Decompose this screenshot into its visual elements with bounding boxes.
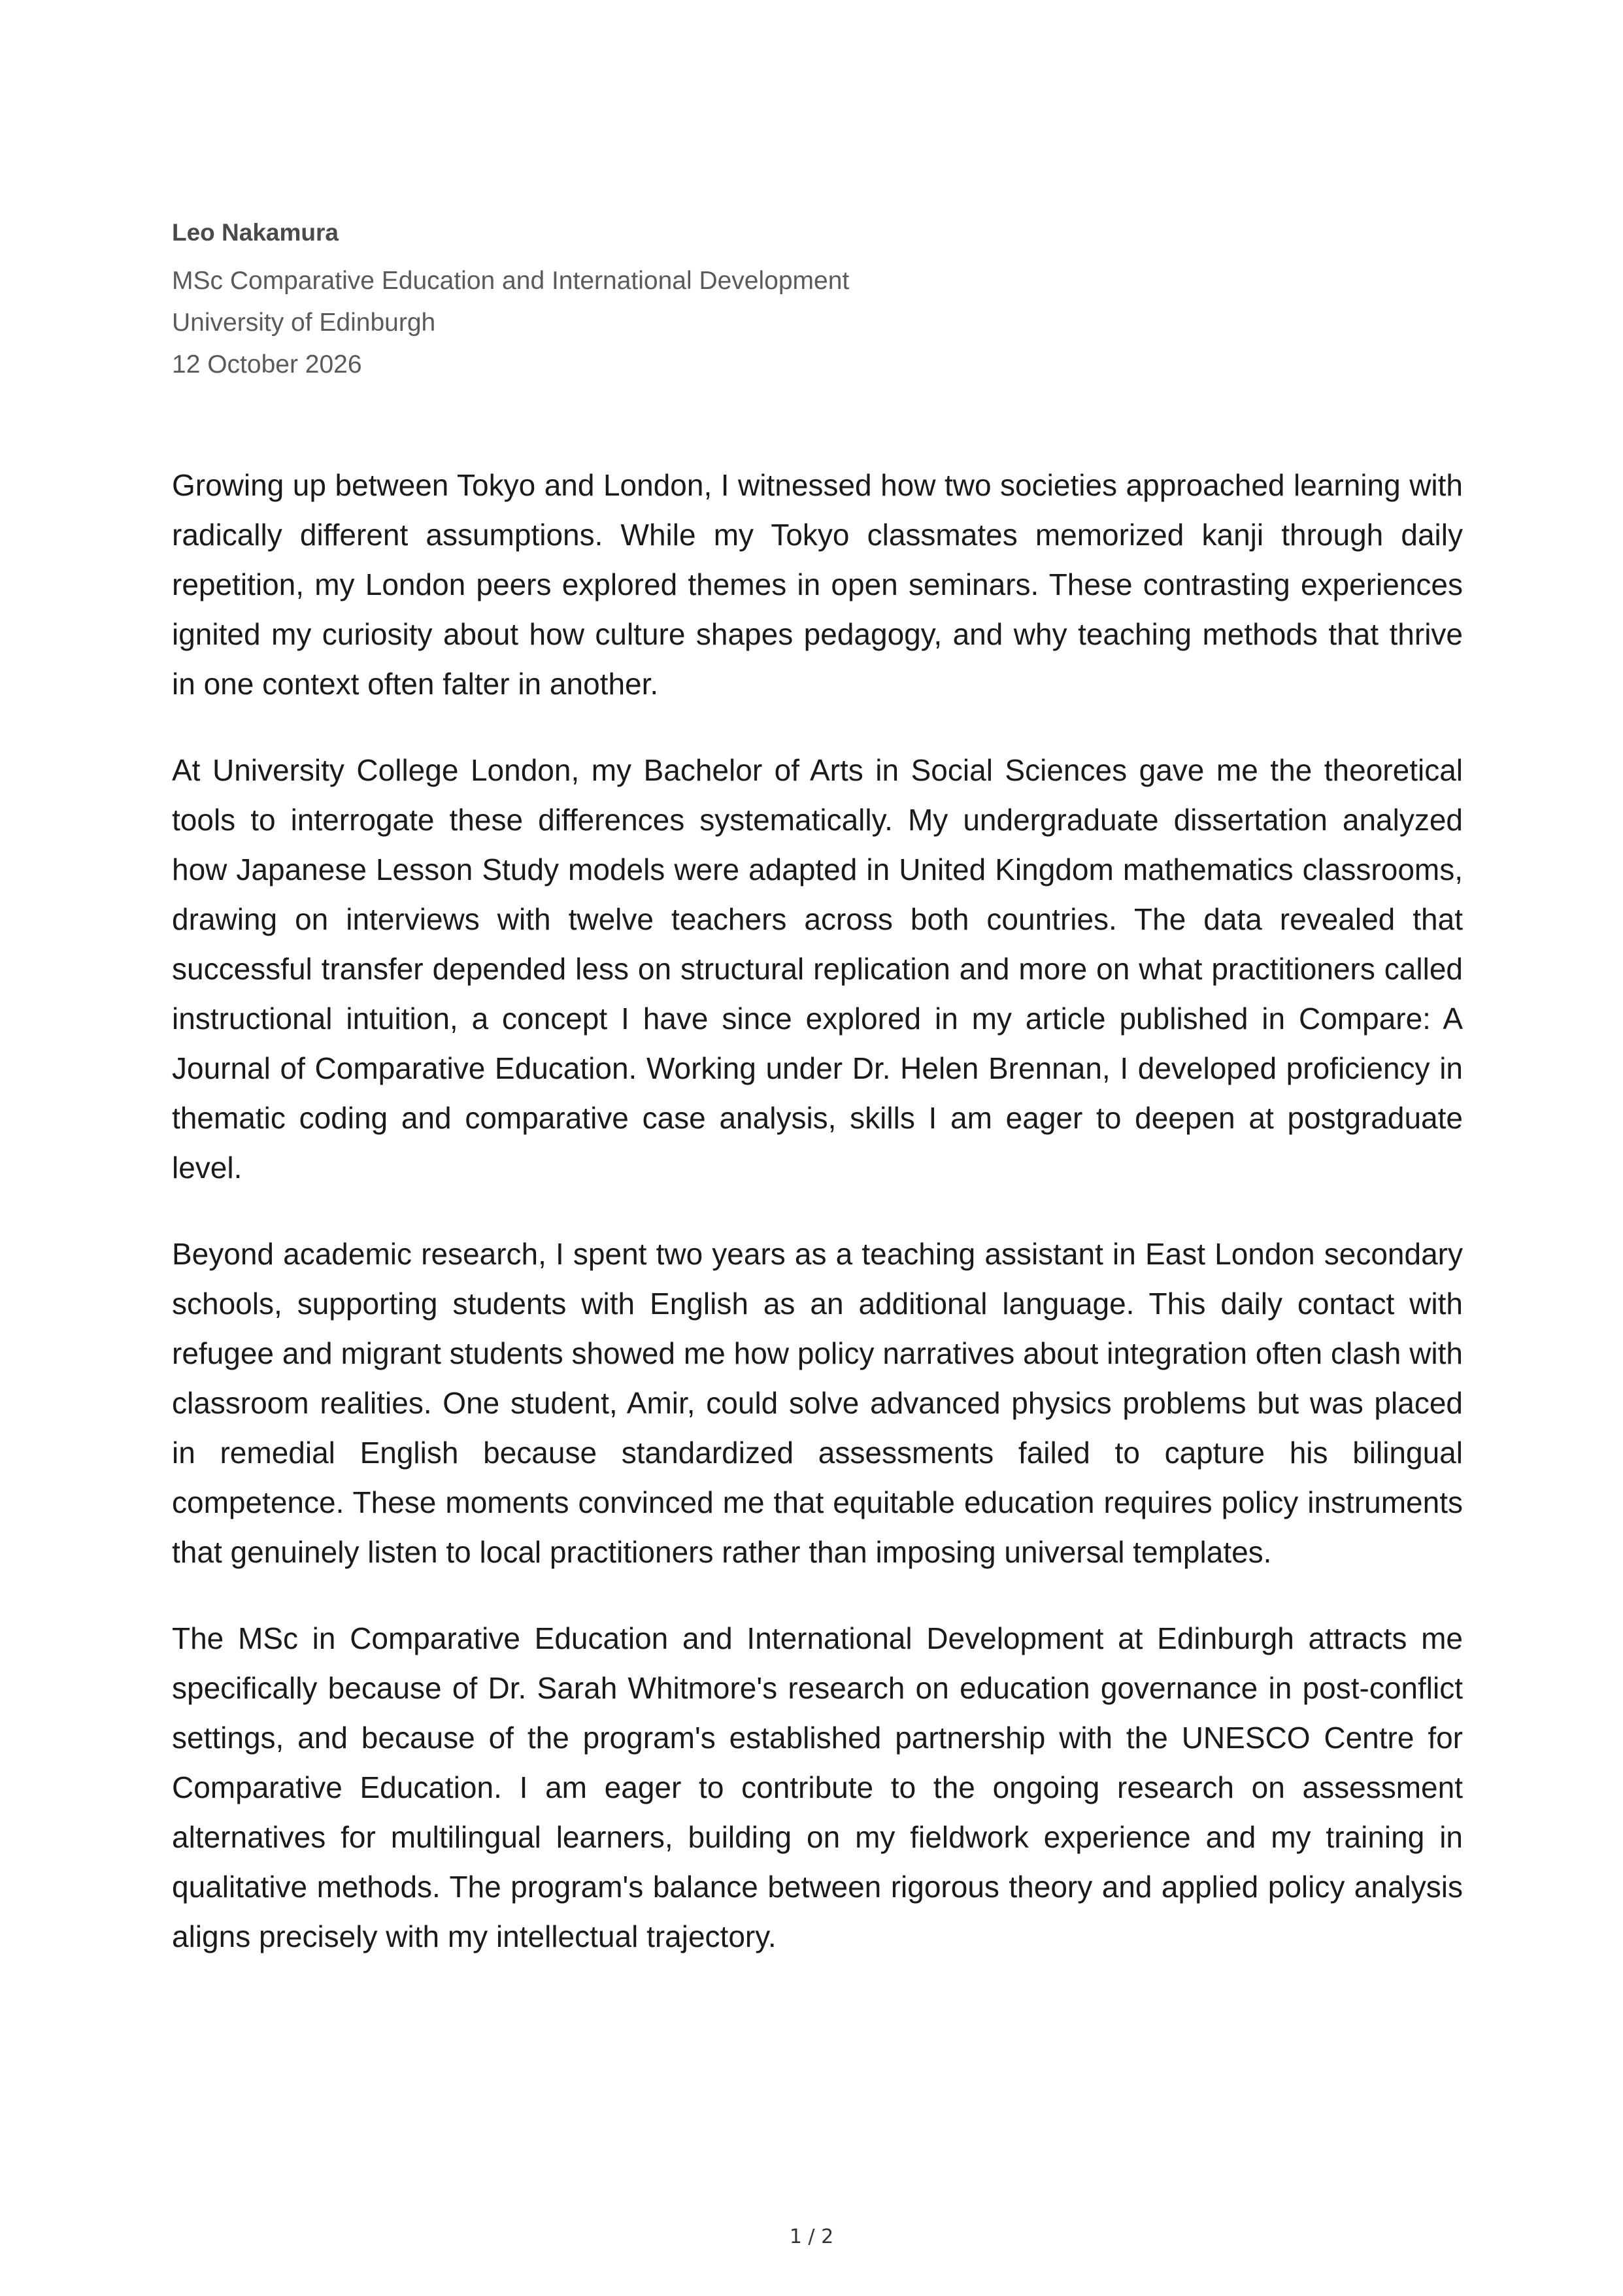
program-name: MSc Comparative Education and International Development <box>172 267 850 295</box>
letter-body <box>172 460 1463 1998</box>
author-name: Leo Nakamura <box>172 219 339 246</box>
paragraph-2: At University College London, my Bachelor of Arts in Social Sciences gave me the theoretical tools to interrogate these differences systematically. My undergraduate dissertation analyzed how Japanese Lesson Study models were adapted in United Kingdom mathematics classrooms, drawing on interviews with twelve teachers across both countries. The data revealed that successful transfer depended less on structural replication and more on what practitioners called instructional intuition, a concept I have since explored in my article published in Compare: A Journal of Comparative Education. Working under Dr. Helen Brennan, I developed proficiency in thematic coding and comparative case analysis, skills I am eager to deepen at postgraduate level. <box>172 753 1463 1185</box>
letter-header <box>172 213 1414 386</box>
paragraph-4: The MSc in Comparative Education and International Development at Edinburgh attracts me specifically because of Dr. Sarah Whitmore's research on education governance in post-conflict settings, and because of the program's established partnership with the UNESCO Centre for Comparative Education. I am eager to contribute to the ongoing research on assessment alternatives for multilingual learners, building on my fieldwork experience and my training in qualitative methods. The program's balance between rigorous theory and applied policy analysis aligns precisely with my intellectual trajectory. <box>172 1621 1463 1953</box>
letter-date: 12 October 2026 <box>172 350 362 379</box>
paragraph-3: Beyond academic research, I spent two years as a teaching assistant in East London secondary schools, supporting students with English as an additional language. This daily contact with refugee and migrant students showed me how policy narratives about integration often clash with classroom realities. One student, Amir, could solve advanced physics problems but was placed in remedial English because standardized assessments failed to capture his bilingual competence. These moments convinced me that equitable education requires policy instruments that genuinely listen to local practitioners rather than imposing universal templates. <box>172 1237 1463 1569</box>
paragraph-1: Growing up between Tokyo and London, I witnessed how two societies approached learning with radically different assumptions. While my Tokyo classmates memorized kanji through daily repetition, my London peers explored themes in open seminars. These contrasting experiences ignited my curiosity about how culture shapes pedagogy, and why teaching methods that thrive in one context often falter in another. <box>172 468 1463 701</box>
university-name: University of Edinburgh <box>172 309 436 337</box>
page-number: 1 / 2 <box>789 2225 834 2248</box>
